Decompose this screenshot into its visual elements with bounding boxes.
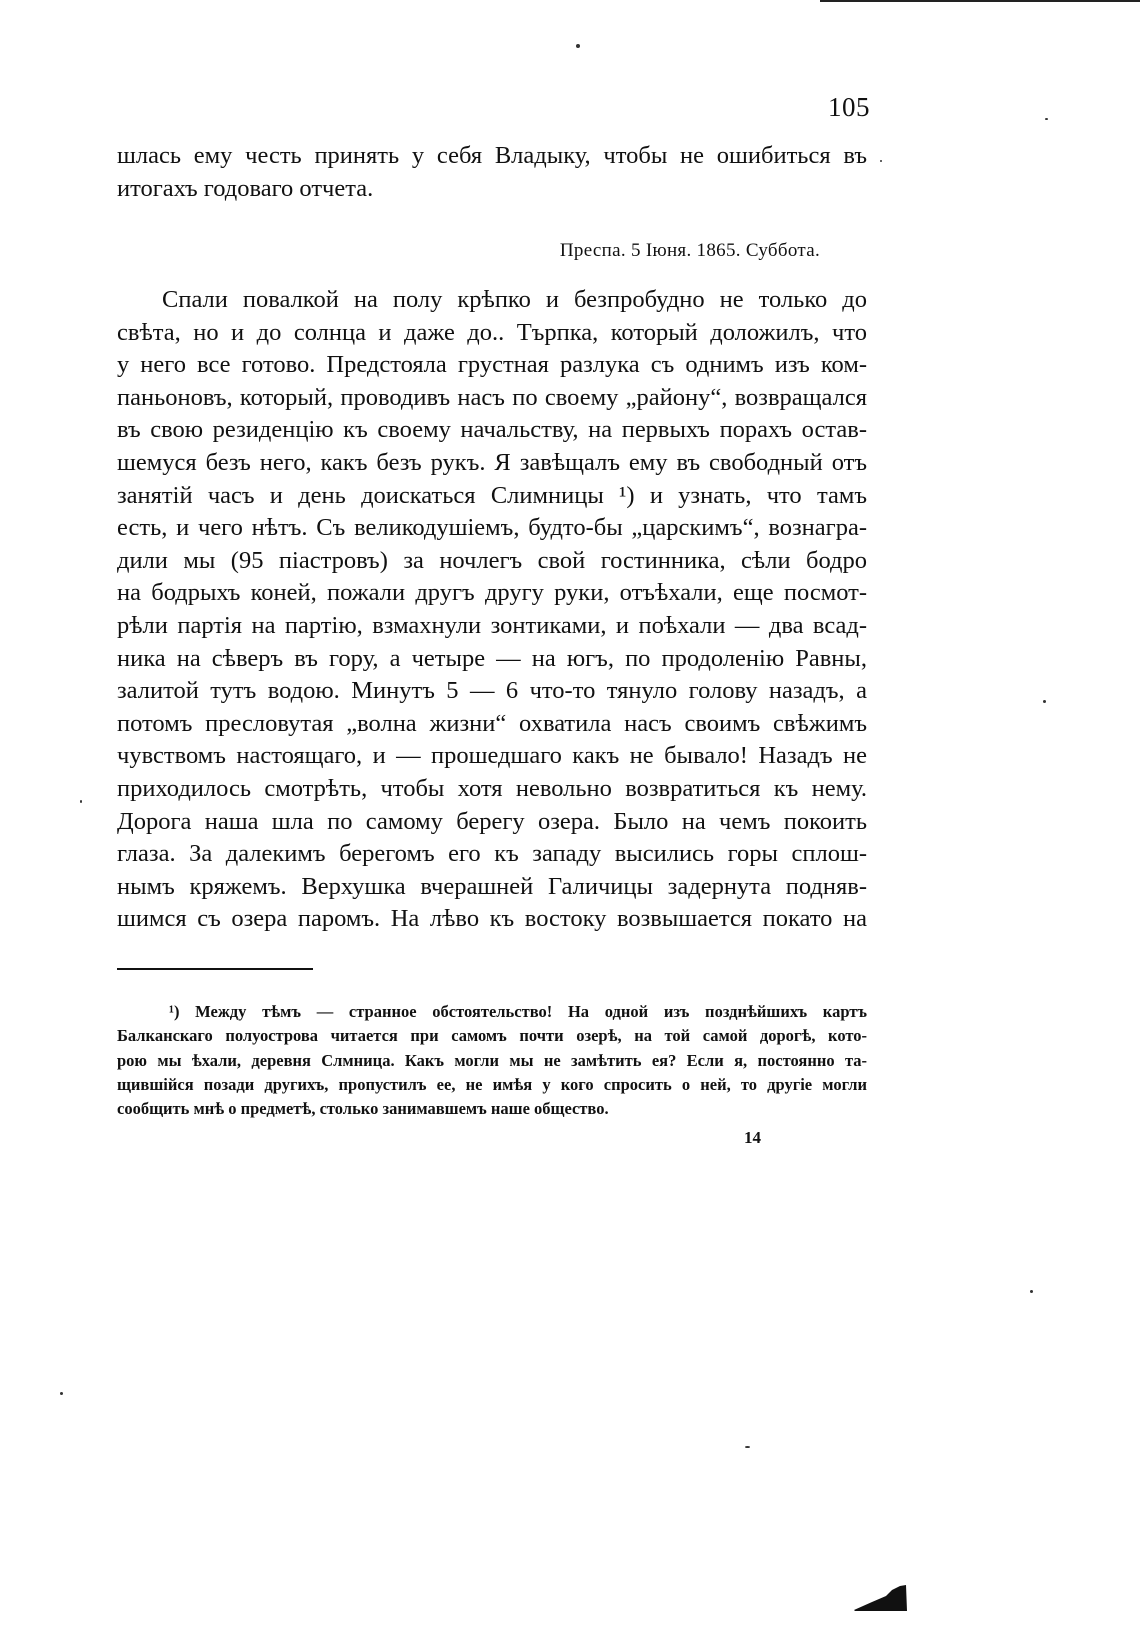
footnote xyxy=(117,1000,867,1121)
footnote-line: ¹) Между тѣмъ — странное обстоятельство! На одной изъ позднѣйшихъ картъ xyxy=(169,1002,867,1021)
scan-speck xyxy=(60,1392,63,1395)
scan-speck xyxy=(880,160,882,162)
text-line: шимся съ озера паромъ. На лѣво къ востоку возвышается покато на xyxy=(117,905,867,933)
scan-speck xyxy=(1043,700,1046,703)
scan-speck xyxy=(1045,118,1048,120)
scan-speck xyxy=(1030,1290,1033,1293)
text-line: нымъ кряжемъ. Верхушка вчерашней Галичицы задернута подняв- xyxy=(117,872,867,900)
text-line: Дорога наша шла по самому берегу озера. Было на чемъ покоить xyxy=(117,807,867,835)
printer-signature-mark: 14 xyxy=(744,1128,761,1147)
footnote-line: Балканскаго полуострова читается при самомъ почти озерѣ, на той самой дорогѣ, кото- xyxy=(117,1026,867,1046)
scan-speck xyxy=(745,1446,750,1448)
intro-paragraph xyxy=(117,140,867,205)
text-line: чувствомъ настоящаго, и — прошедшаго какъ не бывало! Назадъ не xyxy=(117,742,867,770)
text-line: на бодрыхъ коней, пожали другъ другу руки, отъѣхали, еще посмот- xyxy=(117,579,867,607)
footnote-divider xyxy=(117,968,313,970)
text-line: занятій часъ и день доискаться Слимницы ¹) и узнать, что тамъ xyxy=(117,481,867,509)
text-line: потомъ пресловутая „волна жизни“ охватила насъ своимъ свѣжимъ xyxy=(117,709,867,737)
footnote-line: рою мы ѣхали, деревня Слмница. Какъ могли мы не замѣтить ея? Если я, постоянно та- xyxy=(117,1050,867,1070)
main-paragraph xyxy=(117,284,867,936)
footnote-line: щившійся позади другихъ, пропустилъ ее, не имѣя у кого спросить о ней, то другіе могли xyxy=(117,1074,867,1094)
text-line: въ свою резиденцію къ своему начальству, на первыхъ порахъ остав- xyxy=(117,416,867,444)
text-line: приходилось смотрѣть, чтобы хотя невольно возвратиться къ нему. xyxy=(117,774,867,802)
ink-blot-icon xyxy=(852,1584,908,1612)
text-line: шемуся безъ него, какъ безъ рукъ. Я завѣщалъ ему въ свободный отъ xyxy=(117,448,867,476)
page-number: 105 xyxy=(828,92,870,122)
text-line: шлась ему честь принять у себя Владыку, чтобы не ошибиться въ xyxy=(117,142,867,169)
dateline: Преспа. 5 Іюня. 1865. Суббота. xyxy=(559,240,820,261)
top-edge-rule xyxy=(820,0,1140,2)
text-line: дили мы (95 піастровъ) за ночлегъ свой гостинника, сѣли бодро xyxy=(117,546,867,574)
text-line: у него все готово. Предстояла грустная разлука съ однимъ изъ ком- xyxy=(117,351,867,379)
text-line: есть, и чего нѣтъ. Съ великодушіемъ, будто-бы „царскимъ“, вознагра- xyxy=(117,514,867,542)
scan-speck xyxy=(576,44,580,48)
text-line: Спали повалкой на полу крѣпко и безпробудно не только до xyxy=(162,286,867,313)
scan-speck xyxy=(80,800,82,803)
text-line: глаза. За далекимъ берегомъ его къ западу высились горы сплош- xyxy=(117,840,867,868)
text-line: залитой тутъ водою. Минутъ 5 — 6 что-то тянуло голову назадъ, а xyxy=(117,677,867,705)
text-line: итогахъ годоваго отчета. xyxy=(117,174,374,202)
text-line: рѣли партія на партію, взмахнули зонтиками, и поѣхали — два всад- xyxy=(117,611,867,639)
text-line: свѣта, но и до солнца и даже до.. Търпка, который доложилъ, что xyxy=(117,318,867,346)
text-line: ника на сѣверъ въ гору, а четыре — на югъ, по продоленію Равны, xyxy=(117,644,867,672)
text-line: паньоновъ, который, проводивъ насъ по своему „району“, возвращался xyxy=(117,383,867,411)
footnote-line: сообщить мнѣ о предметѣ, столько занимавшемъ наше общество. xyxy=(117,1099,609,1119)
